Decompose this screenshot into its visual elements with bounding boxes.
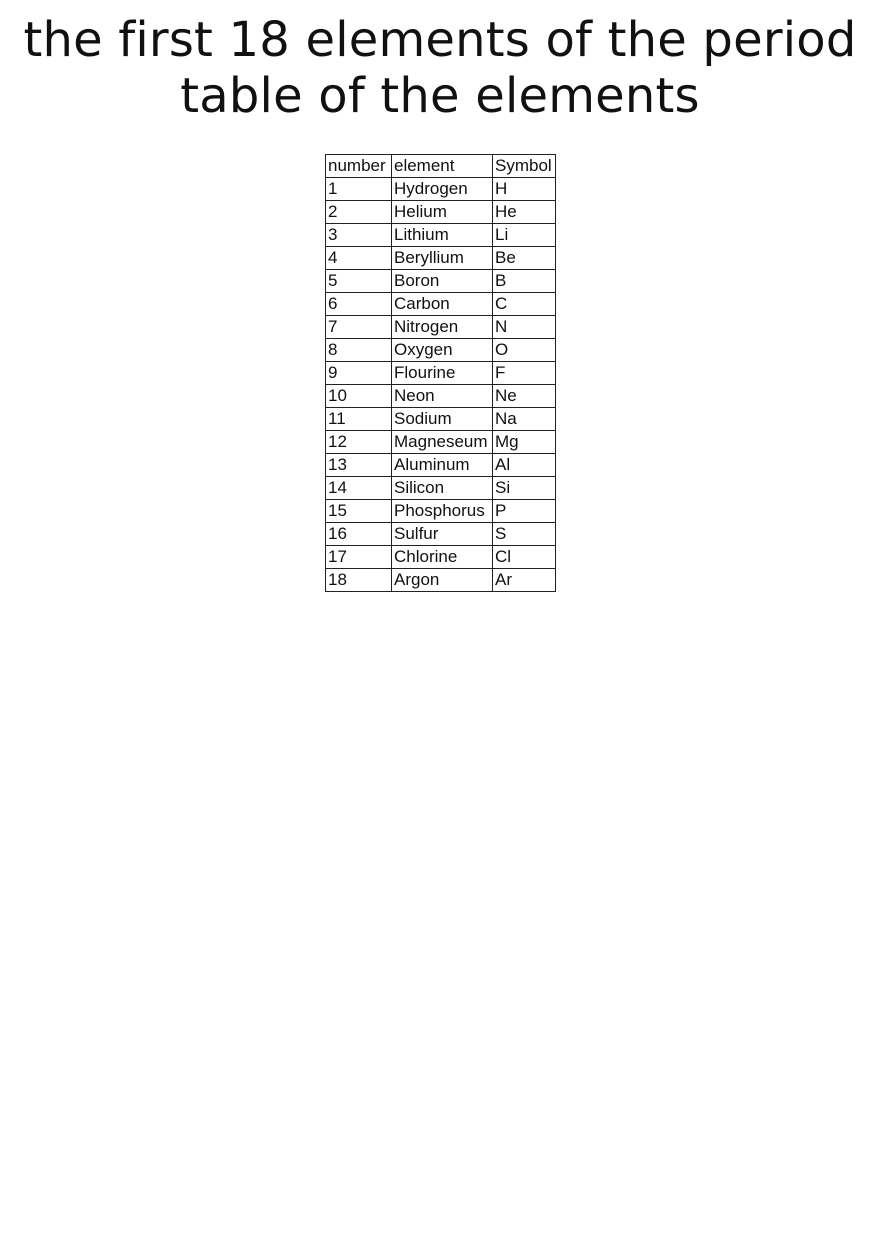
- cell-symbol: C: [493, 293, 556, 316]
- table-row: [326, 362, 556, 385]
- cell-symbol: B: [493, 270, 556, 293]
- cell-symbol: Ar: [493, 569, 556, 592]
- cell-number: 9: [326, 362, 392, 385]
- cell-symbol: Na: [493, 408, 556, 431]
- table-row: [326, 477, 556, 500]
- cell-element: Phosphorus: [392, 500, 493, 523]
- table-row: [326, 385, 556, 408]
- cell-number: 17: [326, 546, 392, 569]
- cell-symbol: Si: [493, 477, 556, 500]
- cell-element: Flourine: [392, 362, 493, 385]
- cell-number: 8: [326, 339, 392, 362]
- table-row: [326, 500, 556, 523]
- table-row: [326, 523, 556, 546]
- cell-element: Neon: [392, 385, 493, 408]
- cell-symbol: N: [493, 316, 556, 339]
- cell-element: Magneseum: [392, 431, 493, 454]
- column-header-number: number: [326, 155, 392, 178]
- cell-symbol: O: [493, 339, 556, 362]
- cell-symbol: Li: [493, 224, 556, 247]
- cell-element: Silicon: [392, 477, 493, 500]
- cell-symbol: Ne: [493, 385, 556, 408]
- table-row: [326, 224, 556, 247]
- cell-element: Lithium: [392, 224, 493, 247]
- cell-symbol: P: [493, 500, 556, 523]
- cell-symbol: Mg: [493, 431, 556, 454]
- table-row: [326, 431, 556, 454]
- table-row: [326, 408, 556, 431]
- cell-symbol: S: [493, 523, 556, 546]
- page-title: [20, 12, 860, 124]
- cell-number: 10: [326, 385, 392, 408]
- cell-element: Sodium: [392, 408, 493, 431]
- cell-element: Oxygen: [392, 339, 493, 362]
- table-row: [326, 178, 556, 201]
- column-header-element: element: [392, 155, 493, 178]
- page-title-line-1: the first 18 elements of the period: [23, 12, 857, 68]
- cell-symbol: Al: [493, 454, 556, 477]
- cell-element: Helium: [392, 201, 493, 224]
- cell-element: Chlorine: [392, 546, 493, 569]
- table-header-row: [326, 155, 556, 178]
- table-body: [326, 178, 556, 592]
- cell-element: Carbon: [392, 293, 493, 316]
- cell-symbol: F: [493, 362, 556, 385]
- cell-element: Sulfur: [392, 523, 493, 546]
- cell-symbol: Be: [493, 247, 556, 270]
- cell-symbol: He: [493, 201, 556, 224]
- page-title-line-2: table of the elements: [180, 68, 700, 124]
- table-row: [326, 270, 556, 293]
- cell-element: Hydrogen: [392, 178, 493, 201]
- cell-number: 12: [326, 431, 392, 454]
- cell-element: Boron: [392, 270, 493, 293]
- cell-number: 2: [326, 201, 392, 224]
- cell-number: 16: [326, 523, 392, 546]
- cell-symbol: Cl: [493, 546, 556, 569]
- cell-number: 5: [326, 270, 392, 293]
- cell-symbol: H: [493, 178, 556, 201]
- table-row: [326, 316, 556, 339]
- cell-number: 1: [326, 178, 392, 201]
- table-row: [326, 569, 556, 592]
- table-row: [326, 247, 556, 270]
- cell-element: Aluminum: [392, 454, 493, 477]
- elements-table: [325, 154, 556, 592]
- cell-number: 11: [326, 408, 392, 431]
- cell-number: 13: [326, 454, 392, 477]
- cell-element: Argon: [392, 569, 493, 592]
- cell-number: 14: [326, 477, 392, 500]
- table-row: [326, 293, 556, 316]
- table-row: [326, 546, 556, 569]
- cell-element: Nitrogen: [392, 316, 493, 339]
- table-row: [326, 454, 556, 477]
- cell-number: 15: [326, 500, 392, 523]
- column-header-symbol: Symbol: [493, 155, 556, 178]
- table-row: [326, 339, 556, 362]
- cell-number: 18: [326, 569, 392, 592]
- cell-number: 7: [326, 316, 392, 339]
- cell-number: 4: [326, 247, 392, 270]
- cell-number: 6: [326, 293, 392, 316]
- table-row: [326, 201, 556, 224]
- cell-element: Beryllium: [392, 247, 493, 270]
- cell-number: 3: [326, 224, 392, 247]
